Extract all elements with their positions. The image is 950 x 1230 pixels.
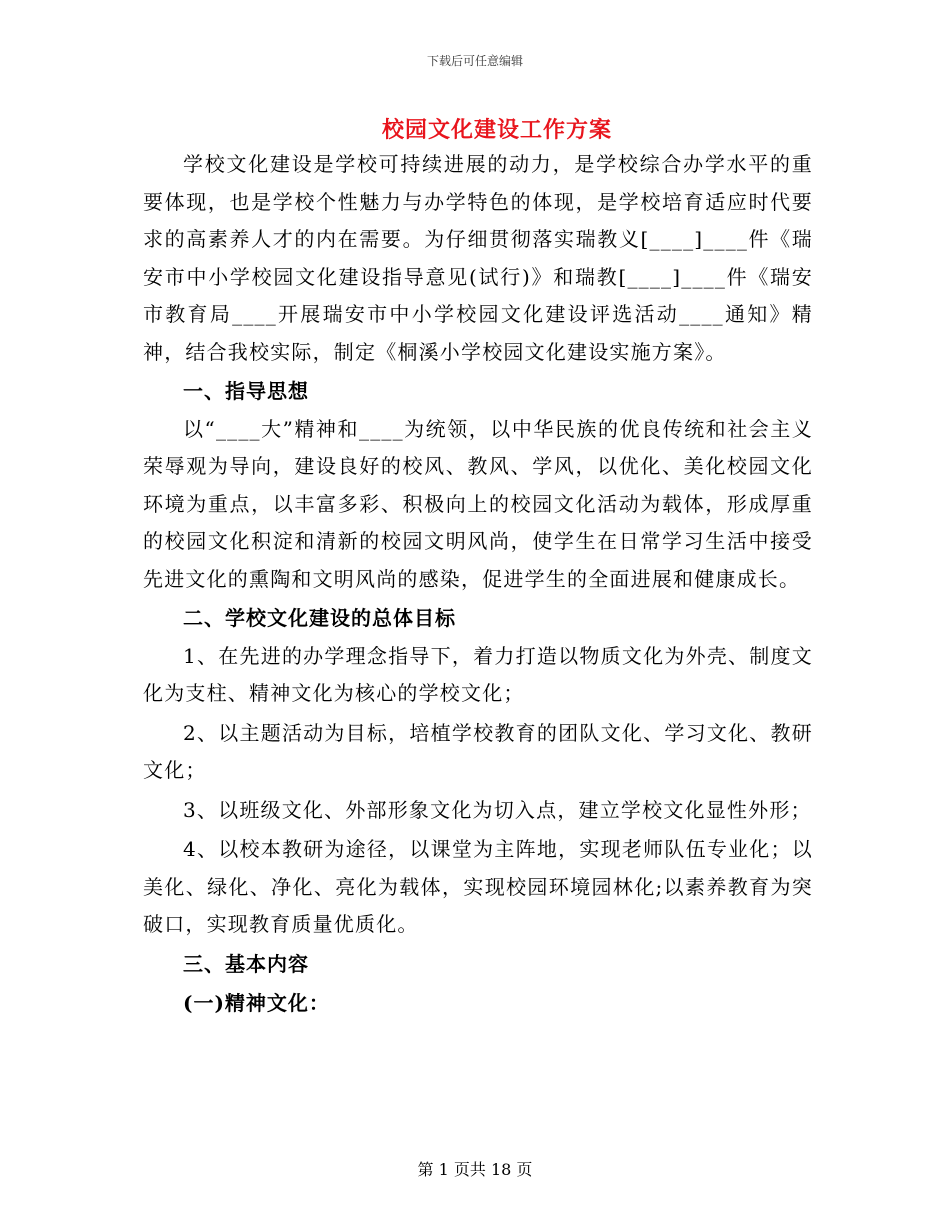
section-heading-overall-goals: 二、学校文化建设的总体目标 <box>183 606 456 630</box>
goal-item-2: 2、以主题活动为目标，培植学校教育的团队文化、学习文化、教研文化； <box>143 720 813 782</box>
section-heading-basic-content: 三、基本内容 <box>183 951 309 976</box>
document-body <box>143 146 813 1023</box>
document-title: 校园文化建设工作方案 <box>381 117 612 143</box>
section-heading-guiding-ideology: 一、指导思想 <box>183 379 309 403</box>
goal-item-3: 3、以班级文化、外部形象文化为切入点，建立学校文化显性外形； <box>183 797 812 822</box>
goal-item-1: 1、在先进的办学理念指导下，着力打造以物质文化为外壳、制度文化为支柱、精神文化为核心的学校文化； <box>143 643 813 705</box>
section-paragraph-guiding-ideology: 以“____大”精神和____为统领，以中华民族的优良传统和社会主义荣辱观为导向，建设良好的校风、教风、学风，以优化、美化校园文化环境为重点，以丰富多彩、积极向上的校园文化活动为载体，形成厚重的校园文化积淀和清新的校园文明风尚，使学生在日常学习生活中接受先进文化的熏陶和文明风尚的感染，促进学生的全面进展和健康成长。 <box>143 416 813 591</box>
sub-heading-spiritual-culture: (一)精神文化： <box>183 991 330 1015</box>
goal-item-4: 4、以校本教研为途径，以课堂为主阵地，实现老师队伍专业化；以美化、绿化、净化、亮化为载体，实现校园环境园林化;以素养教育为突破口，实现教育质量优质化。 <box>143 837 813 936</box>
page-footer-page-number: 第 1 页共 18 页 <box>417 1160 533 1179</box>
intro-paragraph: 学校文化建设是学校可持续进展的动力，是学校综合办学水平的重要体现，也是学校个性魅力与办学特色的体现，是学校培育适应时代要求的高素养人才的内在需要。为仔细贯彻落实瑞教义[____]____件《瑞安市中小学校园文化建设指导意见(试行)》和瑞教[____]____件《瑞安市教育局____开展瑞安市中小学校园文化建设评选活动____通知》精神，结合我校实际，制定《桐溪小学校园文化建设实施方案》。 <box>143 152 813 364</box>
page-header-note: 下载后可任意编辑 <box>426 54 523 68</box>
